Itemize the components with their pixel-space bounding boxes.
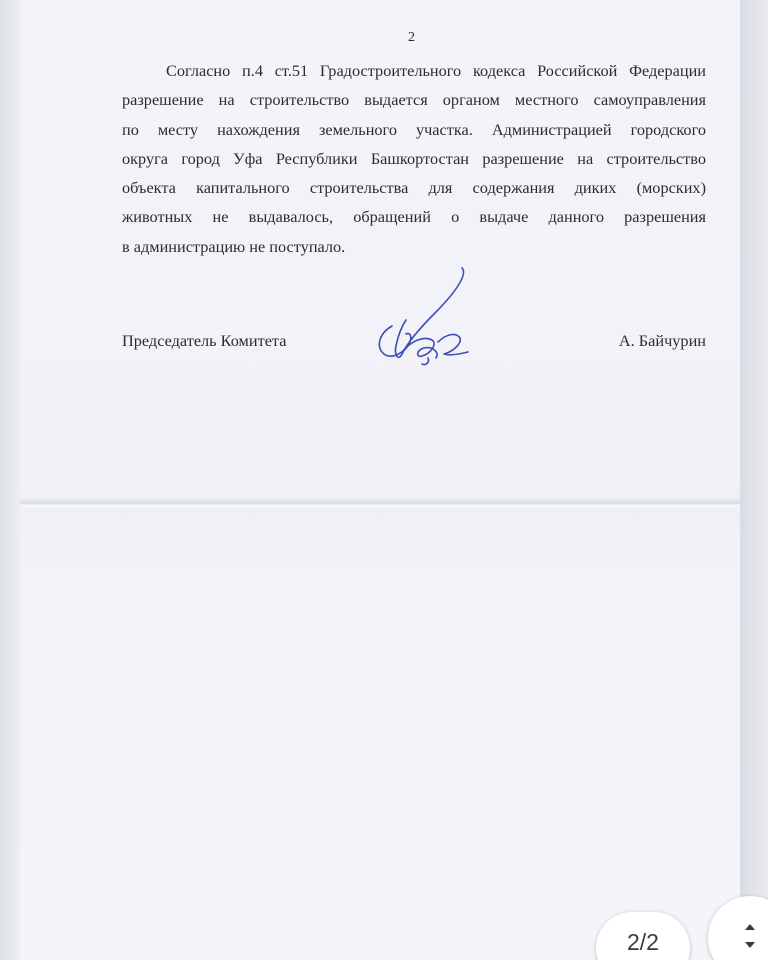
chevron-down-icon[interactable] bbox=[744, 940, 756, 950]
body-line: объекта капитального строительства для содержания диких (морских) bbox=[122, 178, 706, 198]
body-line: по месту нахождения земельного участка. Администрацией городского bbox=[122, 119, 706, 139]
background-edge-left bbox=[0, 0, 20, 960]
paper-fold-line bbox=[20, 498, 740, 510]
body-line: разрешение на строительство выдается органом местного самоуправления bbox=[122, 90, 706, 110]
body-line: животных не выдавалось, обращений о выдаче данного разрешения bbox=[122, 207, 706, 227]
handwritten-signature bbox=[372, 262, 472, 372]
signer-title: Председатель Комитета bbox=[122, 331, 287, 350]
signer-name: А. Байчурин bbox=[618, 331, 706, 350]
body-paragraph bbox=[122, 56, 706, 261]
page-counter[interactable]: 2/2 bbox=[596, 912, 690, 960]
body-line: в администрацию не поступало. bbox=[122, 236, 346, 256]
background-edge-right bbox=[740, 0, 768, 960]
body-line: Согласно п.4 ст.51 Градостроительного кодекса Российской Федерации bbox=[166, 61, 706, 80]
body-line: округа город Уфа Республики Башкортостан разрешение на строительство bbox=[122, 148, 706, 168]
page-number: 2 bbox=[408, 30, 415, 45]
chevron-up-icon[interactable] bbox=[744, 922, 756, 932]
